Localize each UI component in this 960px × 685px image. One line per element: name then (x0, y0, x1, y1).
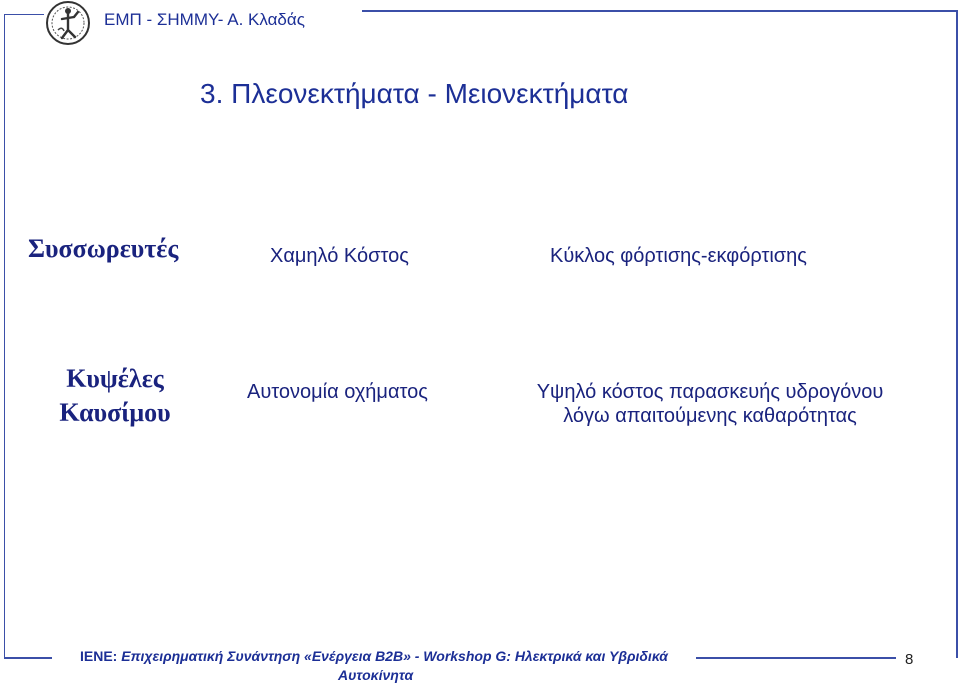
disadvantage-batteries: Κύκλος φόρτισης-εκφόρτισης (550, 245, 807, 267)
row-label-fuel-cells (40, 362, 190, 430)
footer-event-line: Επιχειρηματική Συνάντηση «Ενέργεια Β2Β» - Workshop G: Ηλεκτρικά και Υβριδικά (121, 648, 668, 664)
footer-event-text (80, 647, 680, 685)
footer-event-line-cont: Αυτοκίνητα (338, 667, 414, 683)
slide-frame-left (4, 14, 5, 658)
row-label-batteries (28, 232, 178, 266)
row-label-line: Κυψέλες (66, 364, 164, 393)
footer-org-label: ΙΕΝΕ: (80, 648, 118, 664)
ntua-logo-icon (44, 0, 92, 46)
disadvantage-line: Υψηλό κόστος παρασκευής υδρογόνου (536, 381, 884, 403)
slide-frame-top-left (4, 14, 44, 15)
row-label-line: Καυσίμου (59, 398, 171, 427)
slide-title: 3. Πλεονεκτήματα - Μειονεκτήματα (200, 78, 629, 109)
disadvantage-line: λόγω απαιτούμενης καθαρότητας (563, 405, 857, 427)
footer-rule-right (696, 657, 896, 659)
slide-frame-top-right (362, 10, 958, 12)
slide-frame-right (956, 10, 958, 658)
footer-rule-left (4, 657, 52, 659)
disadvantage-fuel-cells (510, 380, 910, 428)
advantage-fuel-cells: Αυτονομία οχήματος (247, 381, 428, 403)
header-org-text: ΕΜΠ - ΣΗΜΜΥ- Α. Κλαδάς (104, 10, 305, 29)
page-number: 8 (905, 651, 914, 668)
advantage-batteries: Χαμηλό Κόστος (270, 245, 409, 267)
row-label-line: Συσσωρευτές (28, 234, 179, 263)
